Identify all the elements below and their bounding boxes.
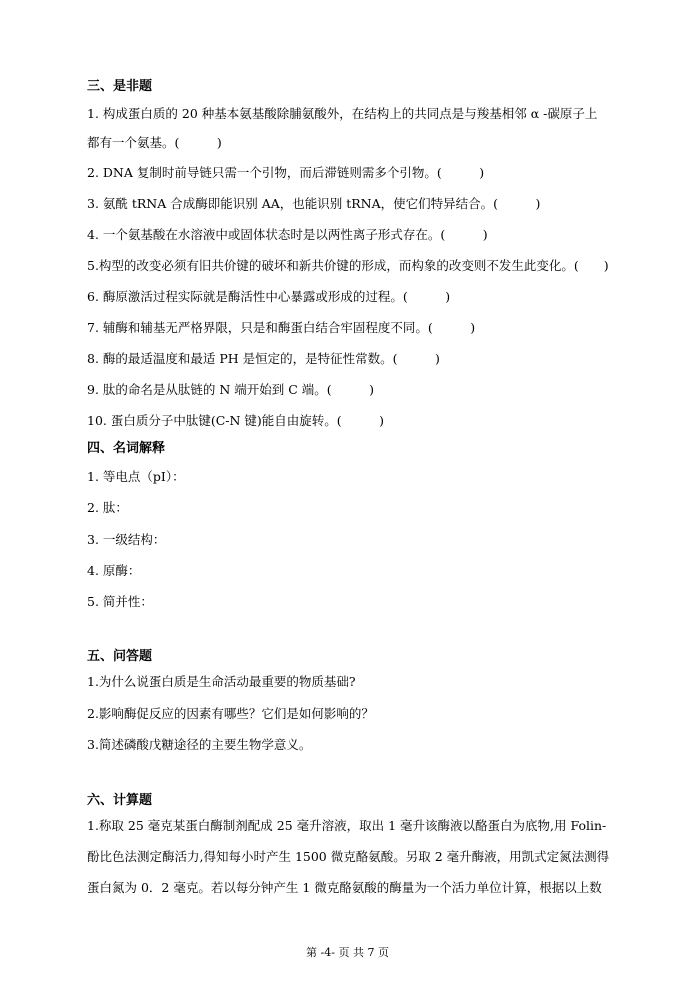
section3-heading: 三、是非题	[87, 79, 153, 94]
section5-line-1: 1.为什么说蛋白质是生命活动最重要的物质基础?	[87, 674, 356, 689]
section3-line-3: 2. DNA 复制时前导链只需一个引物，而后滞链则需多个引物。( )	[87, 165, 485, 180]
section4-line-3: 3. 一级结构：	[87, 532, 166, 547]
section3-line-8: 7. 辅酶和辅基无严格界限，只是和酶蛋白结合牢固程度不同。( )	[87, 320, 476, 335]
section4-heading: 四、名词解释	[87, 441, 166, 456]
section6-line-2: 酚比色法测定酶活力,得知每小时产生 1500 微克酪氨酸。另取 2 毫升酶液，用凯式定氮法测得	[87, 849, 610, 864]
section4-line-4: 4. 原酶：	[87, 563, 141, 578]
section6-line-3: 蛋白氮为 0．2 毫克。若以每分钟产生 1 微克酪氨酸的酶量为一个活力单位计算，根据以上数	[87, 880, 602, 895]
section6-heading: 六、计算题	[87, 793, 153, 808]
section3-line-9: 8. 酶的最适温度和最适 PH 是恒定的，是特征性常数。( )	[87, 351, 440, 366]
section3-line-11: 10. 蛋白质分子中肽键(C-N 键)能自由旋转。( )	[87, 413, 385, 428]
section4-line-1: 1. 等电点（pI）：	[87, 469, 185, 484]
section3-line-2: 都有一个氨基。( )	[87, 135, 222, 150]
section5-line-2: 2.影响酶促反应的因素有哪些？它们是如何影响的？	[87, 706, 374, 721]
section3-line-5: 4. 一个氨基酸在水溶液中或固体状态时是以两性离子形式存在。( )	[87, 227, 488, 242]
section3-line-1: 1. 构成蛋白质的 20 种基本氨基酸除脯氨酸外，在结构上的共同点是与羧基相邻 α -碳原子上	[87, 106, 598, 121]
section3-line-10: 9. 肽的命名是从肽链的 N 端开始到 C 端。( )	[87, 382, 375, 397]
section4-line-5: 5. 简并性：	[87, 594, 153, 609]
section3-line-4: 3. 氨酰 tRNA 合成酶即能识别 AA，也能识别 tRNA，使它们特异结合。( )	[87, 196, 541, 211]
section4-line-2: 2. 肽：	[87, 500, 128, 515]
section3-line-7: 6. 酶原激活过程实际就是酶活性中心暴露或形成的过程。( )	[87, 289, 451, 304]
section3-line-6: 5.构型的改变必须有旧共价键的破坏和新共价键的形成，而构象的改变则不发生此变化。( )	[87, 258, 609, 273]
section5-heading: 五、问答题	[87, 649, 153, 664]
page-number-footer: 第 -4- 页 共 7 页	[306, 946, 389, 959]
section6-line-1: 1.称取 25 毫克某蛋白酶制剂配成 25 毫升溶液，取出 1 毫升该酶液以酪蛋白为底物,用 Folin-	[87, 818, 607, 833]
section5-line-3: 3.简述磷酸戊糖途径的主要生物学意义。	[87, 737, 312, 752]
